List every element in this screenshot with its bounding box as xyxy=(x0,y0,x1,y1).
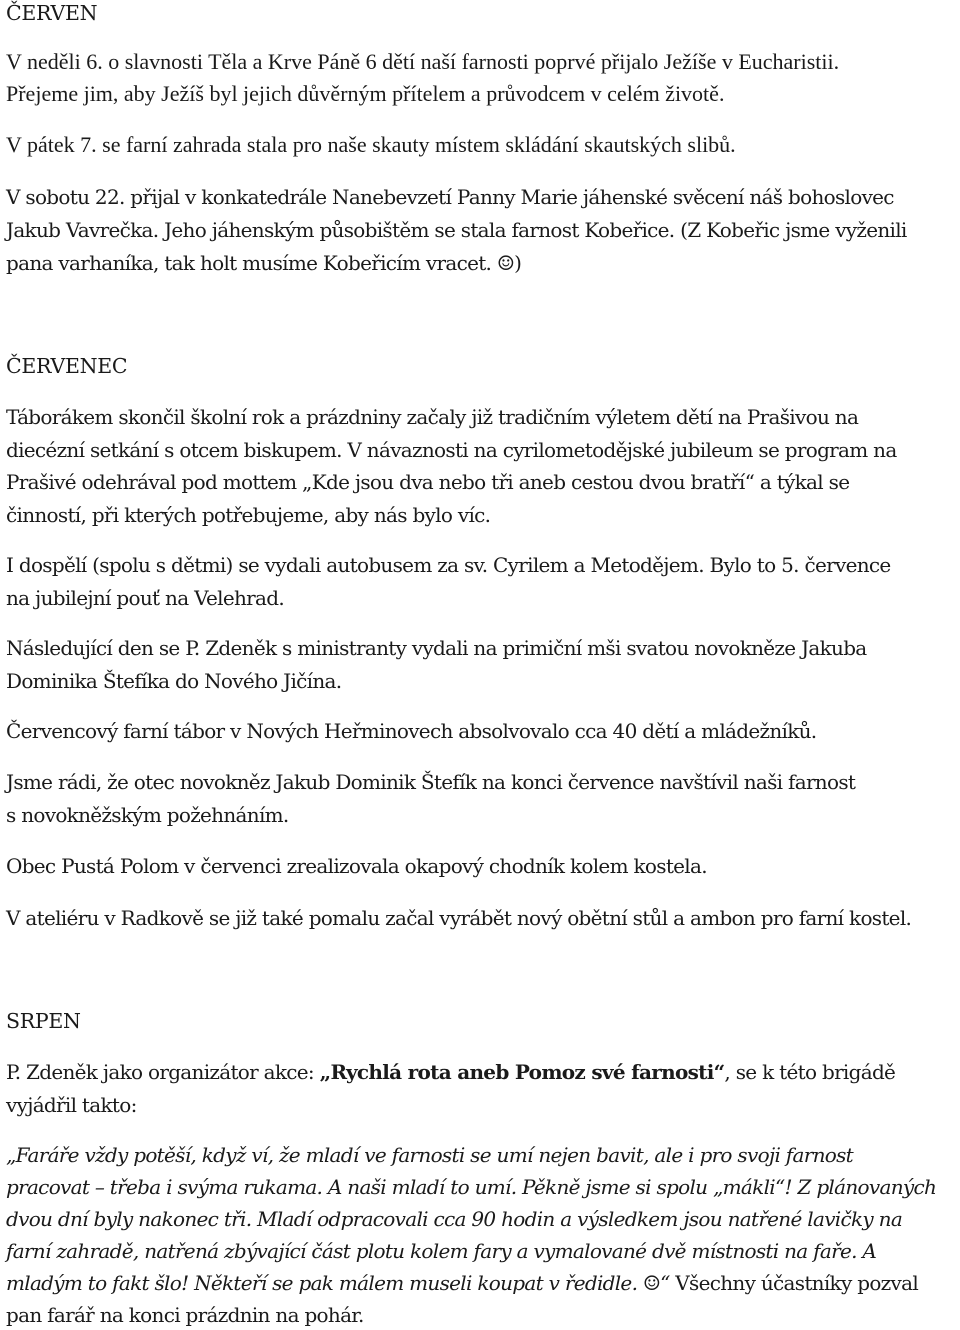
event-title: „Rychlá rota aneb Pomoz své farnosti“ xyxy=(319,1060,725,1084)
paragraph-line: V sobotu 22. přijal v konkatedrále Nanebevzetí Panny Marie jáhenské svěcení náš bohoslovec xyxy=(6,185,894,209)
paragraph-line: Červencový farní tábor v Nových Heřminovech absolvovalo cca 40 dětí a mládežníků. xyxy=(6,719,817,743)
paragraph-line: pana varhaníka, tak holt musíme Kobeřicím vracet. ☺) xyxy=(6,251,522,275)
paragraph-line: s novokněžským požehnáním. xyxy=(6,803,289,827)
paragraph-line: I dospělí (spolu s dětmi) se vydali autobusem za sv. Cyrilem a Metodějem. Bylo to 5. července xyxy=(6,553,891,577)
paragraph-text: P. Zdeněk jako organizátor akce: xyxy=(6,1060,320,1084)
quote-line xyxy=(6,1270,918,1296)
paragraph-line: Obec Pustá Polom v červenci zrealizovala okapový chodník kolem kostela. xyxy=(6,854,707,878)
quote-text: mladým to fakt šlo! Někteří se pak málem museli koupat v ředidle. ☺“ xyxy=(6,1271,670,1295)
quote-line: „Faráře vždy potěší, když ví, že mladí ve farnosti se umí nejen bavit, ale i pro svoji farnost xyxy=(6,1143,854,1167)
paragraph-line: Prašivé odehrával pod mottem „Kde jsou dva nebo tři aneb cestou dvou bratří“ a týkal se xyxy=(6,470,850,494)
paragraph-line: Táborákem skončil školní rok a prázdniny začaly již tradičním výletem dětí na Prašivou na xyxy=(6,405,859,429)
paragraph-line: Jakub Vavrečka. Jeho jáhenským působištěm se stala farnost Kobeřice. (Z Kobeřic jsme vyženili xyxy=(6,218,907,242)
paragraph-line: Přejeme jim, aby Ježíš byl jejich důvěrným přítelem a průvodcem v celém životě. xyxy=(6,81,725,106)
paragraph-line: V ateliéru v Radkově se již také pomalu začal vyrábět nový obětní stůl a ambon pro farní kostel. xyxy=(6,906,912,930)
paragraph-line: Dominika Štefíka do Nového Jičína. xyxy=(6,669,342,693)
paragraph-text: Všechny účastníky pozval xyxy=(669,1271,919,1295)
paragraph-line: V neděli 6. o slavnosti Těla a Krve Páně 6 dětí naší farnosti poprvé přijalo Ježíše v Eucharistii. xyxy=(6,49,840,74)
section-heading-cervenec: ČERVENEC xyxy=(6,354,128,378)
paragraph-line: Následující den se P. Zdeněk s ministranty vydali na primiční mši svatou novokněze Jakuba xyxy=(6,636,867,660)
section-heading-cerven: ČERVEN xyxy=(6,1,98,25)
paragraph-line: vyjádřil takto: xyxy=(6,1093,137,1117)
paragraph-line xyxy=(6,1059,895,1085)
paragraph-line: Jsme rádi, že otec novokněz Jakub Dominik Štefík na konci července navštívil naši farnost xyxy=(6,770,856,794)
paragraph-text: , se k této brigádě xyxy=(724,1060,896,1084)
paragraph-line: na jubilejní pouť na Velehrad. xyxy=(6,586,284,610)
paragraph-line: pan farář na konci prázdnin na pohár. xyxy=(6,1303,364,1327)
section-heading-srpen: SRPEN xyxy=(6,1009,81,1033)
quote-line: dvou dní byly nakonec tři. Mladí odpracovali cca 90 hodin a výsledkem jsou natřené lavičky na xyxy=(6,1207,903,1231)
paragraph-line: diecézní setkání s otcem biskupem. V návaznosti na cyrilometodějské jubileum se program na xyxy=(6,438,897,462)
paragraph-line: činností, při kterých potřebujeme, aby nás bylo víc. xyxy=(6,503,491,527)
quote-line: pracovat – třeba i svýma rukama. A naši mladí to umí. Pěkně jsme si spolu „mákli“! Z plánovaných xyxy=(6,1175,937,1199)
quote-line: farní zahradě, natřená zbývající část plotu kolem fary a vymalované dvě místnosti na faře. A xyxy=(6,1239,877,1263)
paragraph-line: V pátek 7. se farní zahrada stala pro naše skauty místem skládání skautských slibů. xyxy=(6,132,736,157)
